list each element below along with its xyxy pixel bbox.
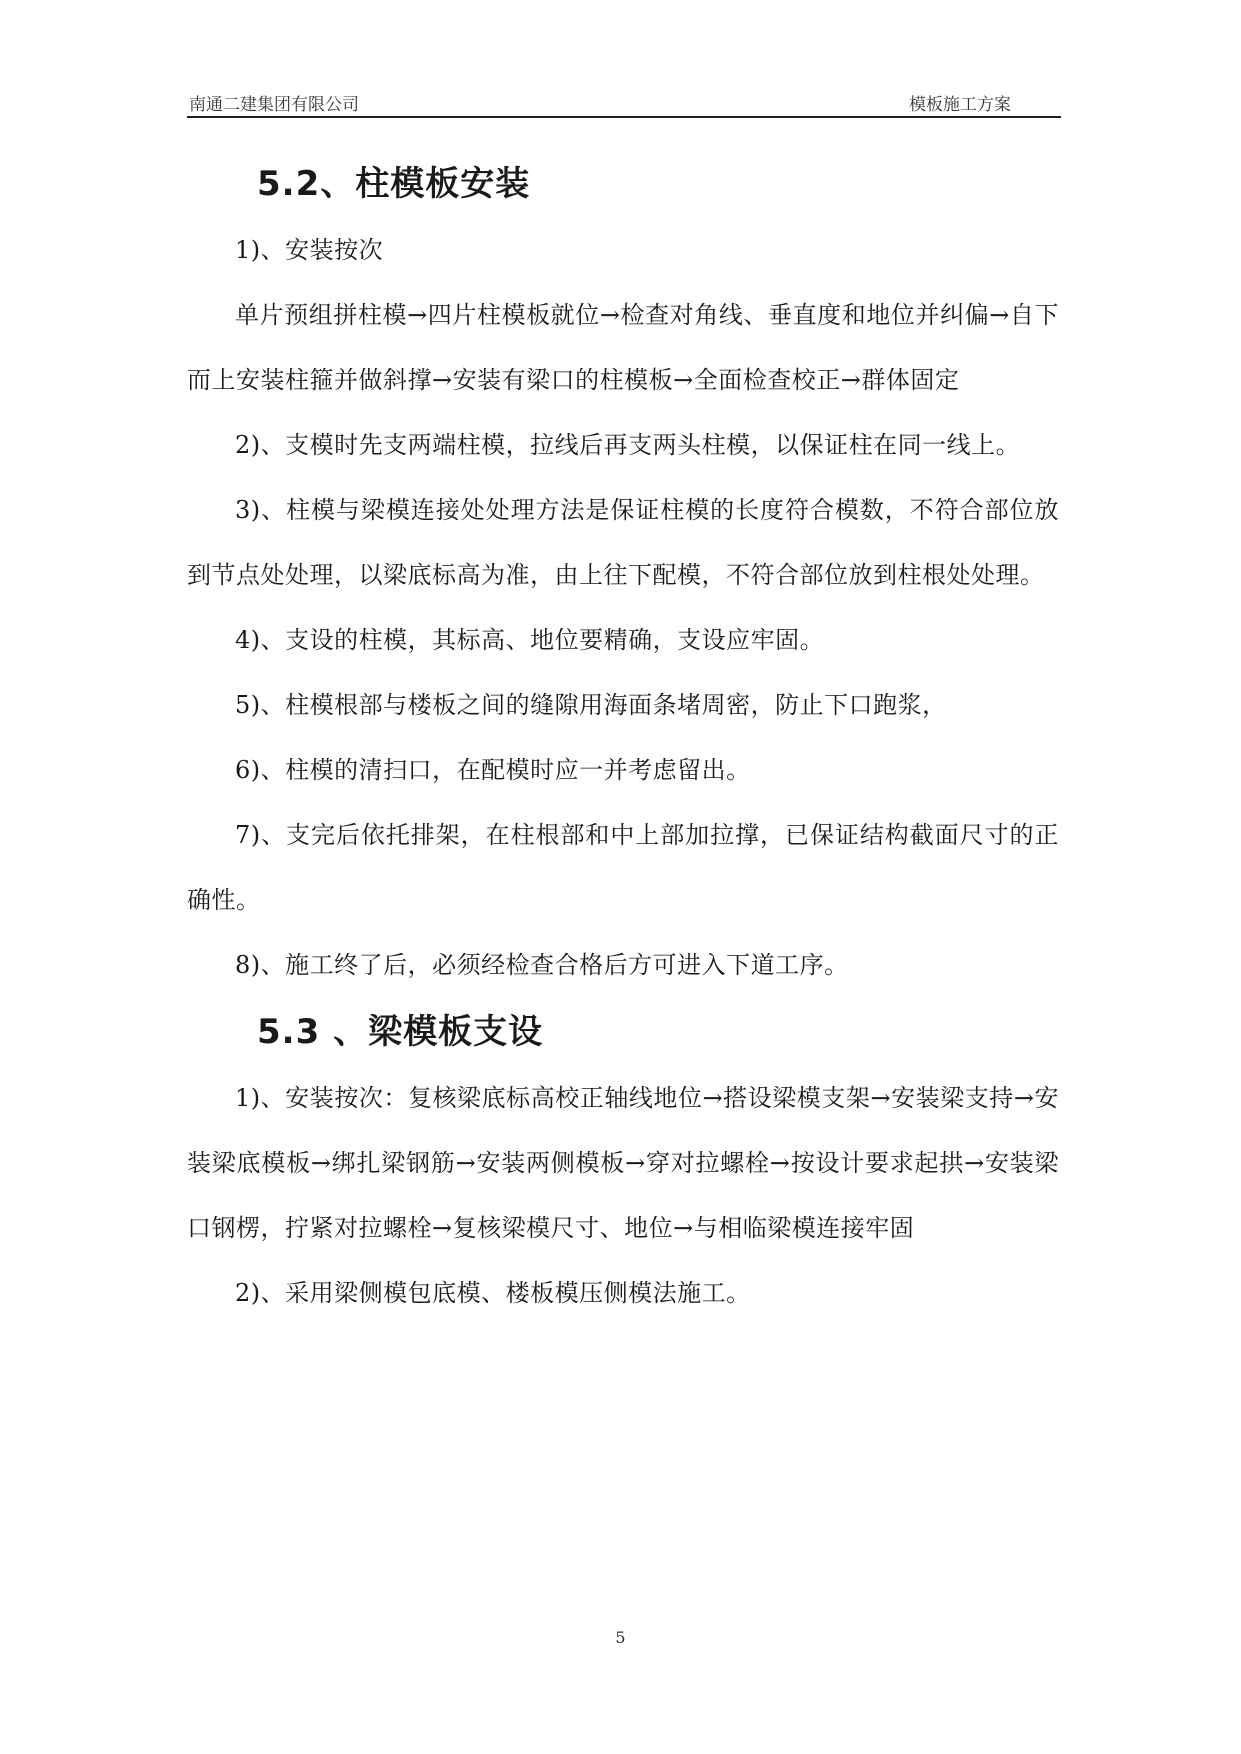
paragraph: 1)、安装按次 [235, 236, 384, 264]
paragraph: 4)、支设的柱模，其标高、地位要精确，支设应牢固。 [235, 626, 825, 654]
page-number: 5 [615, 1628, 626, 1647]
paragraph: 8)、施工终了后，必须经检查合格后方可进入下道工序。 [235, 951, 849, 979]
paragraph: 7)、支完后依托排架，在柱根部和中上部加拉撑，已保证结构截面尺寸的正确性。 [187, 821, 1059, 914]
paragraph: 5)、柱模根部与楼板之间的缝隙用海面条堵周密，防止下口跑浆， [235, 691, 947, 719]
page-content [187, 150, 1059, 1326]
header-doc-title: 模板施工方案 [909, 95, 1011, 115]
section-heading-5-2: 5.2、柱模板安装 [257, 164, 531, 204]
header-company: 南通二建集团有限公司 [189, 95, 359, 115]
paragraph: 1)、安装按次：复核梁底标高校正轴线地位→搭设梁模支架→安装梁支持→安装梁底模板→绑扎梁钢筋→安装两侧模板→穿对拉螺栓→按设计要求起拱→安装梁口钢楞，拧紧对拉螺栓→复核梁模尺寸、地位→与相临梁模连接牢固 [187, 1084, 1059, 1242]
page-header [187, 88, 1061, 118]
paragraph: 单片预组拼柱模→四片柱模板就位→检查对角线、垂直度和地位并纠偏→自下而上安装柱箍并做斜撑→安装有梁口的柱模板→全面检查校正→群体固定 [187, 301, 1059, 394]
paragraph: 6)、柱模的清扫口，在配模时应一并考虑留出。 [235, 756, 751, 784]
paragraph: 2)、支模时先支两端柱模，拉线后再支两头柱模，以保证柱在同一线上。 [235, 431, 1021, 459]
section-heading-5-3: 5.3 、梁模板支设 [257, 1012, 544, 1052]
paragraph: 3)、柱模与梁模连接处处理方法是保证柱模的长度符合模数，不符合部位放到节点处处理，以梁底标高为准，由上往下配模，不符合部位放到柱根处处理。 [187, 496, 1059, 589]
paragraph: 2)、采用梁侧模包底模、楼板模压侧模法施工。 [235, 1279, 751, 1307]
